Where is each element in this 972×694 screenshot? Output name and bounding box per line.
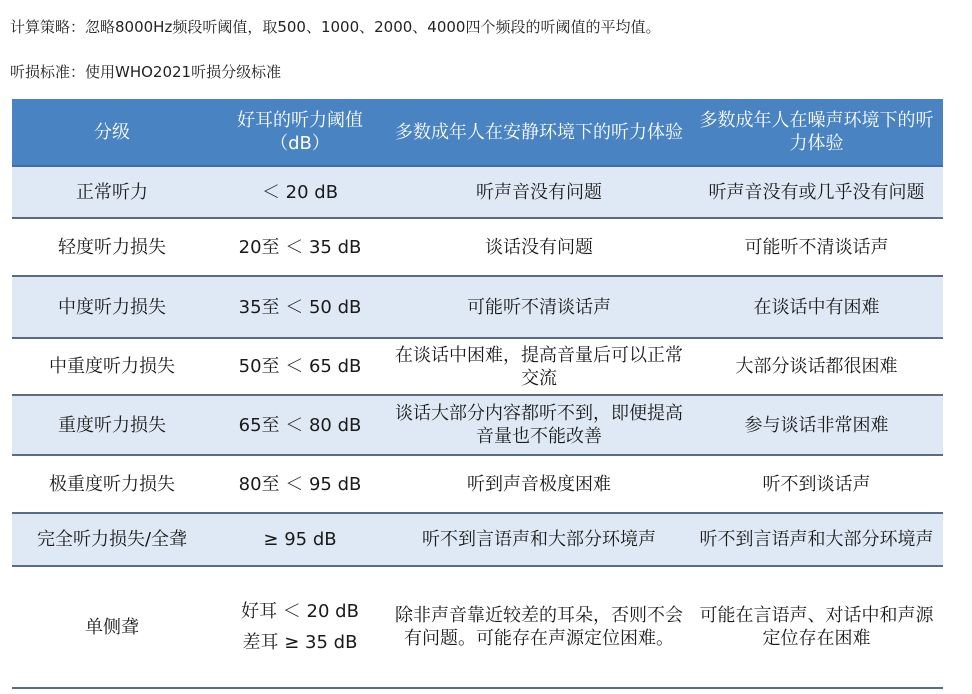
cell-quiet: 谈话大部分内容都听不到，即便提高音量也不能改善 — [388, 395, 690, 455]
table-header-row — [12, 99, 943, 166]
table-row — [12, 395, 943, 455]
cell-noise: 在谈话中有困难 — [690, 276, 943, 338]
cell-noise: 听声音没有或几乎没有问题 — [690, 166, 943, 218]
cell-threshold: 20至 ＜ 35 dB — [212, 218, 388, 276]
cell-threshold: ＜ 20 dB — [212, 166, 388, 218]
cell-noise: 可能听不清谈话声 — [690, 218, 943, 276]
cell-quiet: 可能听不清谈话声 — [388, 276, 690, 338]
cell-noise: 参与谈话非常困难 — [690, 395, 943, 455]
cell-quiet: 听到声音极度困难 — [388, 455, 690, 513]
hearing-loss-grade-table — [12, 99, 943, 689]
threshold-good-ear: 好耳 ＜ 20 dB — [241, 601, 359, 622]
cell-grade: 正常听力 — [12, 166, 212, 218]
cell-grade: 中重度听力损失 — [12, 338, 212, 395]
cell-noise: 听不到谈话声 — [690, 455, 943, 513]
table-row — [12, 218, 943, 276]
threshold-bad-ear: 差耳 ≥ 35 dB — [242, 632, 358, 653]
cell-noise: 大部分谈话都很困难 — [690, 338, 943, 395]
table-row — [12, 166, 943, 218]
cell-threshold: 80至 ＜ 95 dB — [212, 455, 388, 513]
cell-threshold: 35至 ＜ 50 dB — [212, 276, 388, 338]
cell-grade: 中度听力损失 — [12, 276, 212, 338]
cell-grade: 轻度听力损失 — [12, 218, 212, 276]
header-threshold: 好耳的听力阈值（dB） — [212, 99, 388, 166]
table-row — [12, 455, 943, 513]
table-row — [12, 338, 943, 395]
calculation-strategy-text: 计算策略：忽略8000Hz频段听阈值，取500、1000、2000、4000四个频段的听阈值的平均值。 — [10, 18, 661, 36]
header-grade: 分级 — [12, 99, 212, 166]
table-row — [12, 566, 943, 688]
cell-threshold: ≥ 95 dB — [212, 513, 388, 566]
cell-quiet: 在谈话中困难，提高音量后可以正常交流 — [388, 338, 690, 395]
table-row — [12, 513, 943, 566]
cell-grade: 单侧聋 — [12, 566, 212, 688]
cell-threshold — [212, 566, 388, 688]
header-noise-experience: 多数成年人在噪声环境下的听力体验 — [690, 99, 943, 166]
cell-quiet: 除非声音靠近较差的耳朵，否则不会有问题。可能存在声源定位困难。 — [388, 566, 690, 688]
cell-threshold: 50至 ＜ 65 dB — [212, 338, 388, 395]
cell-grade: 极重度听力损失 — [12, 455, 212, 513]
cell-noise: 可能在言语声、对话中和声源定位存在困难 — [690, 566, 943, 688]
cell-noise: 听不到言语声和大部分环境声 — [690, 513, 943, 566]
cell-quiet: 听声音没有问题 — [388, 166, 690, 218]
cell-threshold: 65至 ＜ 80 dB — [212, 395, 388, 455]
table-row — [12, 276, 943, 338]
header-quiet-experience: 多数成年人在安静环境下的听力体验 — [388, 99, 690, 166]
cell-quiet: 听不到言语声和大部分环境声 — [388, 513, 690, 566]
cell-grade: 重度听力损失 — [12, 395, 212, 455]
cell-quiet: 谈话没有问题 — [388, 218, 690, 276]
hearing-loss-standard-text: 听损标准：使用WHO2021听损分级标准 — [10, 63, 282, 81]
cell-grade: 完全听力损失/全聋 — [12, 513, 212, 566]
